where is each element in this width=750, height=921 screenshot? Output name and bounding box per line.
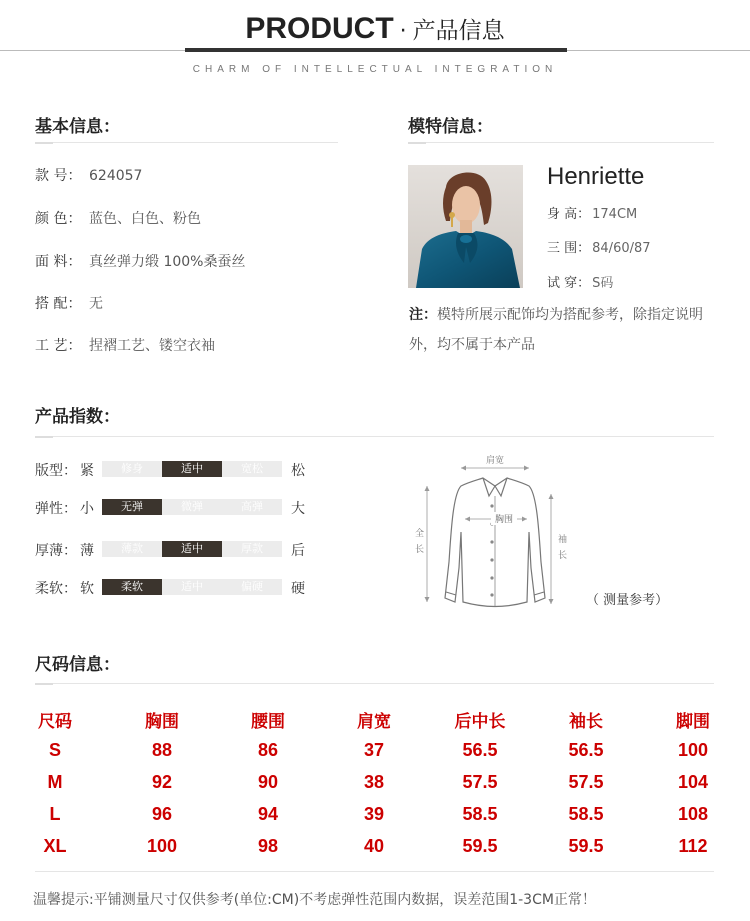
info-label: 搭 配： [35, 296, 82, 312]
size-cell: 58.5 [462, 804, 498, 824]
index-high: 松 [291, 463, 305, 479]
index-option: 厚款 [222, 541, 282, 557]
index-option-selected: 柔软 [102, 579, 162, 595]
header-bar [185, 48, 567, 52]
info-value: 无 [89, 296, 103, 312]
size-col-header: 腰围 [251, 712, 285, 732]
length-label-1: 全 [415, 529, 425, 539]
size-info-divider [35, 683, 714, 684]
model-name: Henriette [547, 163, 645, 190]
size-col-header: 尺码 [38, 712, 72, 732]
model-row-measurements [547, 237, 651, 256]
info-value: 真丝弹力缎 100%桑蚕丝 [89, 254, 246, 270]
model-note [409, 300, 724, 360]
info-label: 颜 色： [35, 211, 82, 227]
info-value: 蓝色、白色、粉色 [89, 211, 201, 227]
info-label: 款 号： [35, 168, 82, 184]
model-row-fitting [547, 272, 613, 291]
size-col-header: 胸围 [145, 712, 179, 732]
size-cell: 39 [363, 804, 385, 824]
title-en: PRODUCT [245, 12, 394, 45]
size-col-header: 后中长 [454, 712, 506, 732]
index-label: 柔软： [35, 581, 77, 597]
size-col-header: 袖长 [569, 712, 603, 732]
info-row-color [35, 208, 201, 228]
model-label: 身 高： [547, 207, 591, 222]
info-row-match [35, 293, 103, 313]
basic-info-divider [35, 142, 338, 143]
index-option: 薄款 [102, 541, 162, 557]
info-row-style-no [35, 165, 142, 185]
size-cell: 100 [146, 836, 178, 856]
size-cell: 104 [677, 772, 709, 792]
model-label: 试 穿： [547, 276, 591, 291]
index-high: 硬 [291, 581, 305, 597]
index-high: 后 [291, 543, 305, 559]
info-row-craft [35, 335, 215, 355]
shoulder-label: 肩宽 [485, 456, 505, 466]
size-cell: 56.5 [462, 740, 498, 760]
size-cell: 37 [363, 740, 385, 760]
model-value: 84/60/87 [592, 241, 651, 256]
product-index-divider [35, 436, 714, 437]
size-cell: 98 [257, 836, 279, 856]
info-value: 捏褶工艺、镂空衣袖 [89, 338, 215, 354]
index-option: 宽松 [222, 461, 282, 477]
size-cell: XL [43, 836, 67, 856]
size-cell: 94 [257, 804, 279, 824]
index-low: 紧 [80, 463, 94, 479]
model-value: S码 [592, 276, 614, 291]
size-cell: 90 [257, 772, 279, 792]
size-tip: 温馨提示:平铺测量尺寸仅供参考(单位:CM)不考虑弹性范围内数据，误差范围1-3CM正常！ [33, 892, 596, 908]
index-label: 版型： [35, 463, 77, 479]
size-cell: 38 [363, 772, 385, 792]
basic-info-title: 基本信息： [35, 117, 120, 137]
measure-reference: （ 测量参考） [586, 593, 669, 608]
sleeve-label-2: 长 [558, 551, 568, 561]
index-low: 薄 [80, 543, 94, 559]
title-dot: · [399, 19, 407, 44]
length-label-2: 长 [415, 545, 425, 555]
title-cn: 产品信息 [412, 18, 505, 44]
sleeve-label-1: 袖 [558, 535, 568, 545]
size-cell: M [47, 772, 63, 792]
size-cell: 57.5 [462, 772, 498, 792]
model-photo [408, 165, 523, 288]
size-cell: L [49, 804, 61, 824]
model-note-label: 注： [409, 307, 437, 323]
size-cell: 112 [678, 836, 708, 856]
info-label: 面 料： [35, 254, 82, 270]
size-cell: 58.5 [568, 804, 604, 824]
index-option-selected: 适中 [162, 541, 222, 557]
size-cell: 40 [363, 836, 385, 856]
model-row-height [547, 203, 637, 222]
model-info-divider [408, 142, 714, 143]
model-note-text: 模特所展示配饰均为搭配参考，除指定说明外，均不属于本产品 [409, 307, 703, 353]
size-cell: S [48, 740, 61, 760]
index-option: 高弹 [222, 499, 282, 515]
size-info-title: 尺码信息： [35, 655, 120, 675]
size-col-header: 肩宽 [357, 712, 391, 732]
chest-label: 胸围 [494, 515, 514, 525]
index-label: 厚薄： [35, 543, 77, 559]
product-index-title: 产品指数： [35, 407, 120, 427]
size-cell: 59.5 [462, 836, 498, 856]
size-cell: 92 [151, 772, 173, 792]
index-low: 软 [80, 581, 94, 597]
model-label: 三 围： [547, 241, 591, 256]
size-cell: 56.5 [568, 740, 604, 760]
index-low: 小 [80, 501, 94, 517]
index-label: 弹性： [35, 501, 77, 517]
index-option: 修身 [102, 461, 162, 477]
page-title [0, 12, 750, 46]
size-cell: 96 [151, 804, 173, 824]
info-label: 工 艺： [35, 338, 82, 354]
index-option: 适中 [162, 579, 222, 595]
index-option: 微弹 [162, 499, 222, 515]
info-row-fabric [35, 251, 245, 271]
info-value: 624057 [89, 168, 143, 184]
index-option: 偏硬 [222, 579, 282, 595]
page-subtitle: CHARM OF INTELLECTUAL INTEGRATION [192, 64, 558, 75]
model-info-title: 模特信息： [408, 117, 493, 137]
index-option-selected: 适中 [162, 461, 222, 477]
size-cell: 88 [151, 740, 173, 760]
measurement-diagram [405, 452, 575, 634]
index-option-selected: 无弹 [102, 499, 162, 515]
index-high: 大 [291, 501, 305, 517]
size-cell: 100 [677, 740, 709, 760]
size-col-header: 脚围 [676, 712, 710, 732]
size-cell: 59.5 [568, 836, 604, 856]
size-cell: 57.5 [568, 772, 604, 792]
model-value: 174CM [592, 207, 638, 222]
size-cell: 86 [257, 740, 279, 760]
size-table-bottom-rule [35, 871, 714, 872]
size-cell: 108 [677, 804, 709, 824]
